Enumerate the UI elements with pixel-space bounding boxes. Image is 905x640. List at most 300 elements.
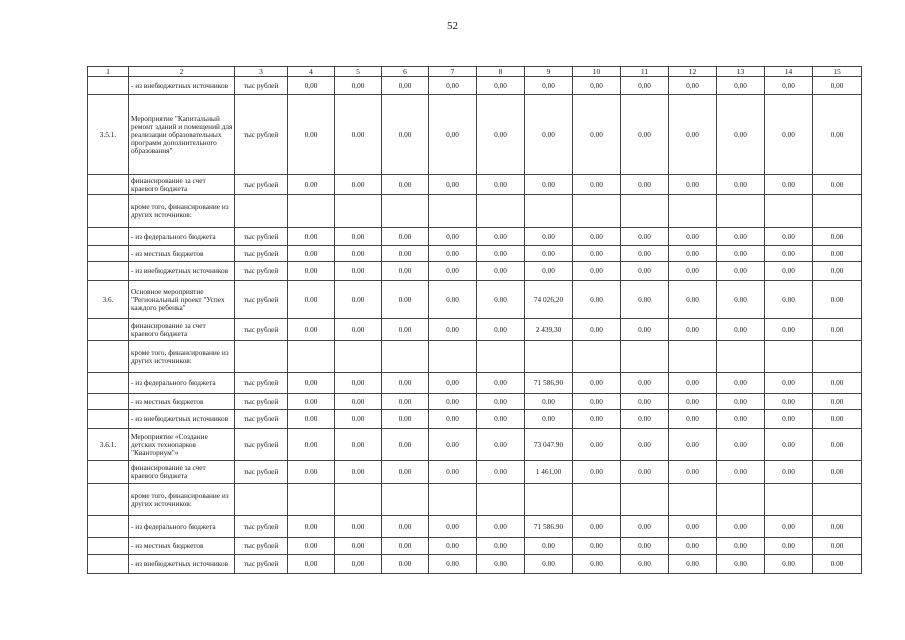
value-cell: 0,00 (382, 77, 429, 95)
value-cell: 0.00 (288, 319, 335, 341)
value-cell (525, 195, 573, 228)
value-cell: 0.00 (382, 262, 429, 281)
row-number-cell (88, 246, 129, 262)
value-cell: 0.00 (621, 410, 669, 429)
unit-cell (235, 484, 288, 516)
value-cell: 0.00 (288, 394, 335, 410)
value-cell: 0.00 (525, 228, 573, 246)
value-cell: 0,00 (429, 373, 477, 394)
value-cell: 0.00 (573, 538, 621, 555)
value-cell: 0.00 (621, 461, 669, 484)
value-cell: 0.00 (717, 319, 765, 341)
value-cell: 0,00 (621, 77, 669, 95)
value-cell: 0.00 (477, 246, 525, 262)
value-cell: 0.00 (382, 95, 429, 175)
value-cell: 0.00 (382, 373, 429, 394)
value-cell: 0.00 (288, 228, 335, 246)
unit-cell: тыс рублей (235, 410, 288, 429)
value-cell: 0.00 (429, 429, 477, 461)
value-cell: 0.00 (621, 319, 669, 341)
value-cell: 0,00 (288, 555, 335, 574)
value-cell: 0.00 (765, 410, 813, 429)
value-cell: 0.00 (573, 429, 621, 461)
value-cell: 0.00 (621, 516, 669, 538)
unit-cell: тыс рублей (235, 516, 288, 538)
value-cell (288, 341, 335, 373)
value-cell: 0.00 (717, 394, 765, 410)
unit-cell: тыс рублей (235, 538, 288, 555)
column-header: 3 (235, 67, 288, 77)
value-cell (669, 484, 717, 516)
value-cell: 0.00 (288, 175, 335, 195)
page-number: 52 (447, 20, 458, 32)
value-cell: 0.00 (525, 95, 573, 175)
row-number-cell: 3.6. (88, 281, 129, 319)
row-number-cell (88, 394, 129, 410)
value-cell: 0.00 (525, 538, 573, 555)
budget-table (87, 66, 862, 574)
value-cell (335, 484, 382, 516)
unit-cell: тыс рублей (235, 228, 288, 246)
value-cell: 0.00 (429, 246, 477, 262)
value-cell: 0.00 (429, 516, 477, 538)
table-row (88, 281, 862, 319)
row-number-cell (88, 195, 129, 228)
value-cell: 0.00 (621, 394, 669, 410)
column-header: 13 (717, 67, 765, 77)
row-name-cell: - из федерального бюджета (129, 228, 235, 246)
value-cell: 0.00 (669, 516, 717, 538)
table-row (88, 394, 862, 410)
value-cell: 0.00 (477, 410, 525, 429)
value-cell: 0.00 (717, 246, 765, 262)
value-cell: 0.00 (382, 319, 429, 341)
value-cell: 0.00 (382, 281, 429, 319)
column-header: 2 (129, 67, 235, 77)
value-cell: 0.00 (573, 246, 621, 262)
header-row (88, 67, 862, 77)
row-name-cell: финансирование за счет краевого бюджета (129, 319, 235, 341)
value-cell: 0.00 (477, 516, 525, 538)
value-cell: 0.00 (429, 394, 477, 410)
table-row (88, 175, 862, 195)
column-header: 8 (477, 67, 525, 77)
value-cell: 0.00 (621, 228, 669, 246)
value-cell: 0.00 (621, 373, 669, 394)
value-cell: 0.00 (813, 538, 862, 555)
value-cell (669, 195, 717, 228)
value-cell (765, 195, 813, 228)
value-cell: 0.00 (429, 281, 477, 319)
unit-cell: тыс рублей (235, 373, 288, 394)
unit-cell: тыс рублей (235, 175, 288, 195)
value-cell: 0,00 (429, 77, 477, 95)
value-cell: 0.00 (382, 461, 429, 484)
value-cell: 0.00 (669, 410, 717, 429)
value-cell: 0.00 (669, 555, 717, 574)
value-cell: 0,00 (669, 77, 717, 95)
value-cell: 0.00 (813, 281, 862, 319)
column-header: 12 (669, 67, 717, 77)
value-cell: 0.00 (621, 555, 669, 574)
value-cell: 0.00 (669, 429, 717, 461)
value-cell: 0.00 (335, 228, 382, 246)
value-cell: 0.00 (335, 281, 382, 319)
value-cell: 0.00 (621, 538, 669, 555)
row-number-cell: 3.5.1. (88, 95, 129, 175)
column-header: 6 (382, 67, 429, 77)
value-cell: 0.00 (288, 246, 335, 262)
value-cell: 0.00 (813, 373, 862, 394)
value-cell: 0.00 (525, 410, 573, 429)
value-cell: 0.00 (813, 175, 862, 195)
value-cell: 0.00 (525, 246, 573, 262)
value-cell: 0.00 (573, 95, 621, 175)
value-cell: 0,00 (429, 95, 477, 175)
value-cell: 0.00 (429, 538, 477, 555)
value-cell: 0.00 (288, 538, 335, 555)
table-row (88, 538, 862, 555)
column-header: 14 (765, 67, 813, 77)
value-cell: 0.00 (288, 262, 335, 281)
value-cell (429, 195, 477, 228)
value-cell (573, 195, 621, 228)
value-cell (765, 484, 813, 516)
value-cell: 0.00 (717, 228, 765, 246)
value-cell (621, 195, 669, 228)
value-cell: 0.00 (621, 429, 669, 461)
value-cell: 0.00 (288, 95, 335, 175)
value-cell: 0.00 (669, 246, 717, 262)
value-cell: 0.00 (429, 555, 477, 574)
table-row (88, 246, 862, 262)
value-cell: 0.00 (573, 394, 621, 410)
row-name-cell: финансирование за счет краевого бюджета (129, 461, 235, 484)
value-cell: 0.00 (765, 175, 813, 195)
table-row (88, 228, 862, 246)
value-cell: 0.00 (382, 555, 429, 574)
value-cell (429, 484, 477, 516)
table-row (88, 484, 862, 516)
value-cell: 0.00 (669, 281, 717, 319)
value-cell: 0.00 (288, 410, 335, 429)
value-cell: 0.00 (335, 175, 382, 195)
value-cell (717, 341, 765, 373)
value-cell: 0.00 (669, 394, 717, 410)
table-row (88, 195, 862, 228)
value-cell: 0.00 (717, 410, 765, 429)
value-cell: 0.00 (382, 429, 429, 461)
value-cell: 0.00 (717, 281, 765, 319)
column-header: 4 (288, 67, 335, 77)
value-cell (477, 484, 525, 516)
value-cell: 0.00 (335, 394, 382, 410)
value-cell: 0,00 (288, 373, 335, 394)
table-row (88, 555, 862, 574)
value-cell: 0.00 (477, 555, 525, 574)
value-cell: 0.00 (573, 516, 621, 538)
value-cell (525, 484, 573, 516)
value-cell: 0.00 (335, 246, 382, 262)
value-cell: 0.00 (765, 555, 813, 574)
value-cell (717, 484, 765, 516)
row-name-cell: - из местных бюджетов (129, 246, 235, 262)
value-cell (382, 341, 429, 373)
value-cell: 0,00 (288, 77, 335, 95)
row-name-cell: - из внебюджетных источников (129, 555, 235, 574)
row-name-cell: - из внебюджетных источников (129, 77, 235, 95)
value-cell (573, 341, 621, 373)
table-row (88, 262, 862, 281)
value-cell: 0.00 (335, 319, 382, 341)
value-cell: 0.00 (717, 95, 765, 175)
value-cell: 0.00 (813, 429, 862, 461)
value-cell (477, 195, 525, 228)
value-cell (717, 195, 765, 228)
value-cell: 0.00 (669, 262, 717, 281)
value-cell: 0.00 (573, 319, 621, 341)
unit-cell: тыс рублей (235, 555, 288, 574)
value-cell: 0.00 (765, 95, 813, 175)
column-header: 5 (335, 67, 382, 77)
value-cell (621, 484, 669, 516)
value-cell: 0.00 (335, 410, 382, 429)
unit-cell: тыс рублей (235, 262, 288, 281)
value-cell: 0.00 (382, 394, 429, 410)
value-cell: 0.00 (669, 373, 717, 394)
value-cell: 0.00 (573, 175, 621, 195)
value-cell: 0.00 (477, 319, 525, 341)
value-cell: 0.00 (717, 516, 765, 538)
value-cell: 0.00 (717, 429, 765, 461)
value-cell: 0.00 (573, 461, 621, 484)
value-cell: 0.00 (621, 281, 669, 319)
value-cell: 0.00 (525, 262, 573, 281)
row-number-cell (88, 262, 129, 281)
value-cell (288, 484, 335, 516)
value-cell: 0.00 (813, 95, 862, 175)
value-cell: 0.00 (288, 516, 335, 538)
value-cell: 0.00 (573, 262, 621, 281)
row-number-cell: 3.6.1. (88, 429, 129, 461)
value-cell: 0.00 (429, 262, 477, 281)
value-cell: 0.00 (477, 394, 525, 410)
column-header: 15 (813, 67, 862, 77)
value-cell (382, 195, 429, 228)
column-header: 10 (573, 67, 621, 77)
unit-cell: тыс рублей (235, 461, 288, 484)
value-cell: 0.00 (335, 516, 382, 538)
value-cell (669, 341, 717, 373)
column-header: 7 (429, 67, 477, 77)
value-cell: 0.00 (429, 410, 477, 429)
value-cell (765, 341, 813, 373)
value-cell: 0.00 (717, 555, 765, 574)
table-row (88, 429, 862, 461)
row-name-cell: Основное мероприятие "Региональный проект "Успех каждого ребенка" (129, 281, 235, 319)
value-cell: 0,00 (573, 77, 621, 95)
row-number-cell (88, 373, 129, 394)
value-cell: 0.00 (573, 555, 621, 574)
value-cell: 0.00 (765, 373, 813, 394)
value-cell: 1 461,00 (525, 461, 573, 484)
value-cell: 0.00 (335, 262, 382, 281)
value-cell: 0,00 (335, 77, 382, 95)
table-row (88, 319, 862, 341)
value-cell: 0.00 (429, 319, 477, 341)
row-name-cell: - из внебюджетных источников (129, 410, 235, 429)
column-header: 11 (621, 67, 669, 77)
unit-cell: тыс рублей (235, 319, 288, 341)
row-number-cell (88, 538, 129, 555)
value-cell: 0.00 (382, 228, 429, 246)
row-name-cell: Мероприятие «Создание детских технопарков "Кванториум"» (129, 429, 235, 461)
value-cell: 0.00 (477, 373, 525, 394)
row-name-cell: - из внебюджетных источников (129, 262, 235, 281)
row-name-cell: - из местных бюджетов (129, 394, 235, 410)
value-cell: 0,00 (429, 228, 477, 246)
value-cell: 0.00 (765, 461, 813, 484)
table-row (88, 516, 862, 538)
value-cell (382, 484, 429, 516)
value-cell: 0.00 (525, 555, 573, 574)
value-cell: 0.00 (429, 461, 477, 484)
row-name-cell: кроме того, финансирование из других источников: (129, 195, 235, 228)
value-cell: 0.00 (573, 228, 621, 246)
row-number-cell (88, 484, 129, 516)
value-cell: 0,00 (717, 77, 765, 95)
column-header: 1 (88, 67, 129, 77)
unit-cell: тыс рублей (235, 429, 288, 461)
value-cell: 0,00 (477, 77, 525, 95)
value-cell: 71 586.90 (525, 516, 573, 538)
value-cell: 0.00 (813, 516, 862, 538)
value-cell: 0.00 (765, 319, 813, 341)
unit-cell (235, 341, 288, 373)
unit-cell (235, 195, 288, 228)
value-cell: 0.00 (525, 175, 573, 195)
row-number-cell (88, 516, 129, 538)
value-cell: 73 047.90 (525, 429, 573, 461)
value-cell: 0.00 (477, 175, 525, 195)
value-cell: 0.00 (477, 429, 525, 461)
value-cell (621, 341, 669, 373)
value-cell: 0.00 (335, 429, 382, 461)
row-name-cell: кроме того, финансирование из других источников: (129, 484, 235, 516)
value-cell: 0.00 (288, 429, 335, 461)
value-cell: 0.00 (621, 95, 669, 175)
row-number-cell (88, 319, 129, 341)
value-cell: 0.00 (669, 95, 717, 175)
value-cell: 0.00 (621, 262, 669, 281)
value-cell: 0.00 (669, 228, 717, 246)
unit-cell: тыс рублей (235, 95, 288, 175)
value-cell: 0.00 (813, 410, 862, 429)
value-cell: 74 026,20 (525, 281, 573, 319)
row-name-cell: - из федерального бюджета (129, 373, 235, 394)
value-cell: 0.00 (477, 461, 525, 484)
value-cell: 0.00 (717, 373, 765, 394)
value-cell: 0.00 (382, 175, 429, 195)
table-row (88, 373, 862, 394)
table-row (88, 461, 862, 484)
value-cell: 0.00 (717, 175, 765, 195)
value-cell: 0.00 (573, 373, 621, 394)
row-name-cell: финансирование за счет краевого бюджета (129, 175, 235, 195)
value-cell: 0.00 (765, 262, 813, 281)
value-cell: 0.00 (813, 319, 862, 341)
row-name-cell: - из местных бюджетов (129, 538, 235, 555)
value-cell: 0.00 (335, 461, 382, 484)
value-cell: 0.00 (477, 262, 525, 281)
value-cell: 0.00 (669, 175, 717, 195)
value-cell (813, 341, 862, 373)
value-cell: 0.00 (382, 538, 429, 555)
row-name-cell: - из федерального бюджета (129, 516, 235, 538)
row-number-cell (88, 228, 129, 246)
value-cell: 0.00 (382, 246, 429, 262)
table-row (88, 410, 862, 429)
value-cell (335, 195, 382, 228)
value-cell (813, 484, 862, 516)
value-cell (429, 341, 477, 373)
value-cell: 0.00 (288, 461, 335, 484)
value-cell: 0,00 (813, 77, 862, 95)
value-cell: 0.00 (813, 262, 862, 281)
value-cell: 0.00 (765, 228, 813, 246)
value-cell: 0.00 (717, 461, 765, 484)
value-cell: 0.00 (477, 228, 525, 246)
value-cell (335, 341, 382, 373)
value-cell: 0.00 (813, 555, 862, 574)
value-cell: 0.00 (669, 319, 717, 341)
table-row (88, 95, 862, 175)
value-cell: 0.00 (717, 538, 765, 555)
value-cell: 0,00 (765, 77, 813, 95)
value-cell (288, 195, 335, 228)
value-cell: 71 586,90 (525, 373, 573, 394)
value-cell: 0,00 (429, 175, 477, 195)
value-cell (477, 341, 525, 373)
value-cell: 0.00 (813, 246, 862, 262)
row-name-cell: Мероприятие "Капитальный ремонт зданий и помещений для реализации образовательных программ дополнительного образования" (129, 95, 235, 175)
value-cell: 0.00 (669, 538, 717, 555)
unit-cell: тыс рублей (235, 246, 288, 262)
value-cell: 0.00 (288, 281, 335, 319)
value-cell: 0.00 (477, 95, 525, 175)
row-number-cell (88, 410, 129, 429)
column-header: 9 (525, 67, 573, 77)
value-cell (813, 195, 862, 228)
value-cell: 0.00 (813, 228, 862, 246)
value-cell: 0.00 (573, 410, 621, 429)
value-cell: 0.00 (765, 246, 813, 262)
value-cell: 2 439,30 (525, 319, 573, 341)
value-cell: 0.00 (335, 538, 382, 555)
value-cell: 0.00 (765, 538, 813, 555)
table-row (88, 341, 862, 373)
value-cell: 0.00 (765, 394, 813, 410)
value-cell: 0.00 (335, 95, 382, 175)
value-cell: 0.00 (573, 281, 621, 319)
value-cell: 0,00 (525, 77, 573, 95)
value-cell: 0,00 (335, 373, 382, 394)
value-cell: 0.00 (717, 262, 765, 281)
row-number-cell (88, 175, 129, 195)
value-cell: 0.00 (765, 429, 813, 461)
unit-cell: тыс рублей (235, 281, 288, 319)
value-cell: 0.00 (765, 516, 813, 538)
